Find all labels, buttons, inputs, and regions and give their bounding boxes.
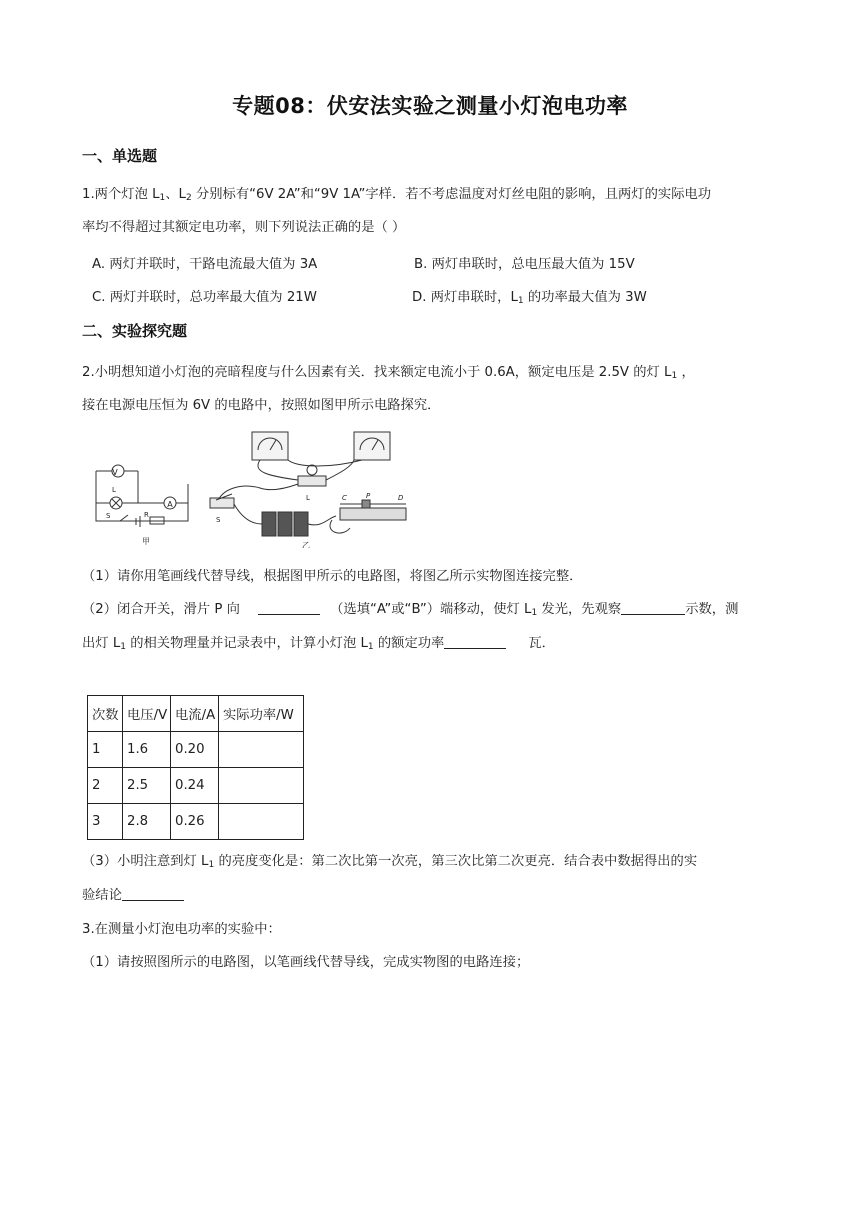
answer-blank-conclusion[interactable] (122, 886, 184, 901)
table-cell: 2.5 (123, 768, 171, 804)
q1-stem-line2: 率均不得超过其额定电功率，则下列说法正确的是（ ） (82, 220, 406, 235)
page-title: 专题08：伏安法实验之测量小灯泡电功率 (232, 94, 628, 118)
apparatus-label-p: P (366, 492, 371, 500)
table-row (88, 732, 304, 768)
q2-part3-line2: 验结论 (82, 886, 184, 906)
table-row (88, 768, 304, 804)
measurement-table (87, 695, 304, 840)
apparatus-label-c: C (342, 494, 347, 502)
section-heading-single-choice: 一、单选题 (82, 147, 158, 165)
rheostat-device (340, 508, 406, 520)
q2-part1: （1）请你用笔画线代替导线，根据图甲所示的电路图，将图乙所示实物图连接完整． (82, 569, 583, 584)
apparatus-drawing-yi (210, 432, 406, 536)
table-cell: 0.26 (171, 804, 219, 840)
figure-label-r: R (144, 511, 149, 519)
section-heading-experiment: 二、实验探究题 (82, 322, 188, 340)
circuit-figure (92, 428, 512, 548)
table-header-cell: 次数 (88, 696, 123, 732)
voltmeter-device (354, 432, 390, 460)
table-cell: 3 (88, 804, 123, 840)
table-cell: 1.6 (123, 732, 171, 768)
figure-label-a: A (167, 500, 173, 509)
table-header-cell: 电流/A (171, 696, 219, 732)
q1-option-d[interactable]: D. 两灯串联时，$L_1$ 的功率最大值为 3W (412, 290, 647, 306)
figure-label-l1: L (112, 486, 116, 494)
figure-label-s: S (106, 512, 111, 520)
table-cell-answer[interactable] (219, 732, 304, 768)
ammeter-device (252, 432, 288, 460)
q3-stem: 3.在测量小灯泡电功率的实验中： (82, 922, 281, 937)
answer-blank-direction[interactable] (258, 600, 320, 615)
figure-label-jia: 甲 (142, 537, 150, 546)
figure-label-yi: 乙 (302, 541, 310, 548)
table-header-row (88, 696, 304, 732)
apparatus-label-s: S (216, 516, 221, 524)
table-header-cell: 实际功率/W (219, 696, 304, 732)
switch-device (210, 498, 234, 508)
apparatus-label-l1: L (306, 494, 310, 502)
apparatus-label-d: D (398, 494, 404, 502)
answer-blank-meter[interactable] (621, 600, 685, 615)
table-cell: 2.8 (123, 804, 171, 840)
table-header-cell: 电压/V (123, 696, 171, 732)
table-cell-answer[interactable] (219, 768, 304, 804)
lamp-device (298, 476, 326, 486)
table-cell: 0.24 (171, 768, 219, 804)
q2-part3-line1: （3）小明注意到灯 $L_1$ 的亮度变化是：第二次比第一次亮，第三次比第二次更亮．结合表中数据得出的实 (82, 854, 698, 870)
table-row (88, 804, 304, 840)
table-cell: 0.20 (171, 732, 219, 768)
table-cell-answer[interactable] (219, 804, 304, 840)
q1-option-c[interactable]: C. 两灯并联时，总功率最大值为 21W (92, 290, 317, 305)
q3-part1: （1）请按照图所示的电路图，以笔画线代替导线，完成实物图的电路连接； (82, 955, 530, 970)
figure-label-v: V (112, 468, 118, 477)
q2-part2-line2: 出灯 $L_1$ 的相关物理量并记录表中，计算小灯泡 $L_1$ 的额定功率 瓦． (82, 636, 555, 652)
q2-stem-line2: 接在电源电压恒为 6V 的电路中，按照如图甲所示电路探究． (82, 398, 441, 413)
q1-stem-line1: 1.两个灯泡 $L_1$、$L_2$ 分别标有“6V 2A”和“9V 1A”字样．若不考虑温度对灯丝电阻的影响，且两灯的实际电功 (82, 187, 712, 203)
table-cell: 2 (88, 768, 123, 804)
q2-stem-line1: 2.小明想知道小灯泡的亮暗程度与什么因素有关．找来额定电流小于 0.6A，额定电压是 2.5V 的灯 $L_1$ ， (82, 365, 695, 381)
answer-blank-rated-power[interactable] (444, 634, 506, 649)
q2-part2-line1: （2）闭合开关，滑片 P 向 （选填“A”或“B”）端移动，使灯 $L_1$ 发光，先观察 示数，测 (82, 602, 739, 618)
table-cell: 1 (88, 732, 123, 768)
battery-device (262, 512, 276, 536)
q1-option-b[interactable]: B. 两灯串联时，总电压最大值为 15V (414, 257, 635, 272)
q1-option-a[interactable]: A. 两灯并联时，干路电流最大值为 3A (92, 257, 318, 272)
